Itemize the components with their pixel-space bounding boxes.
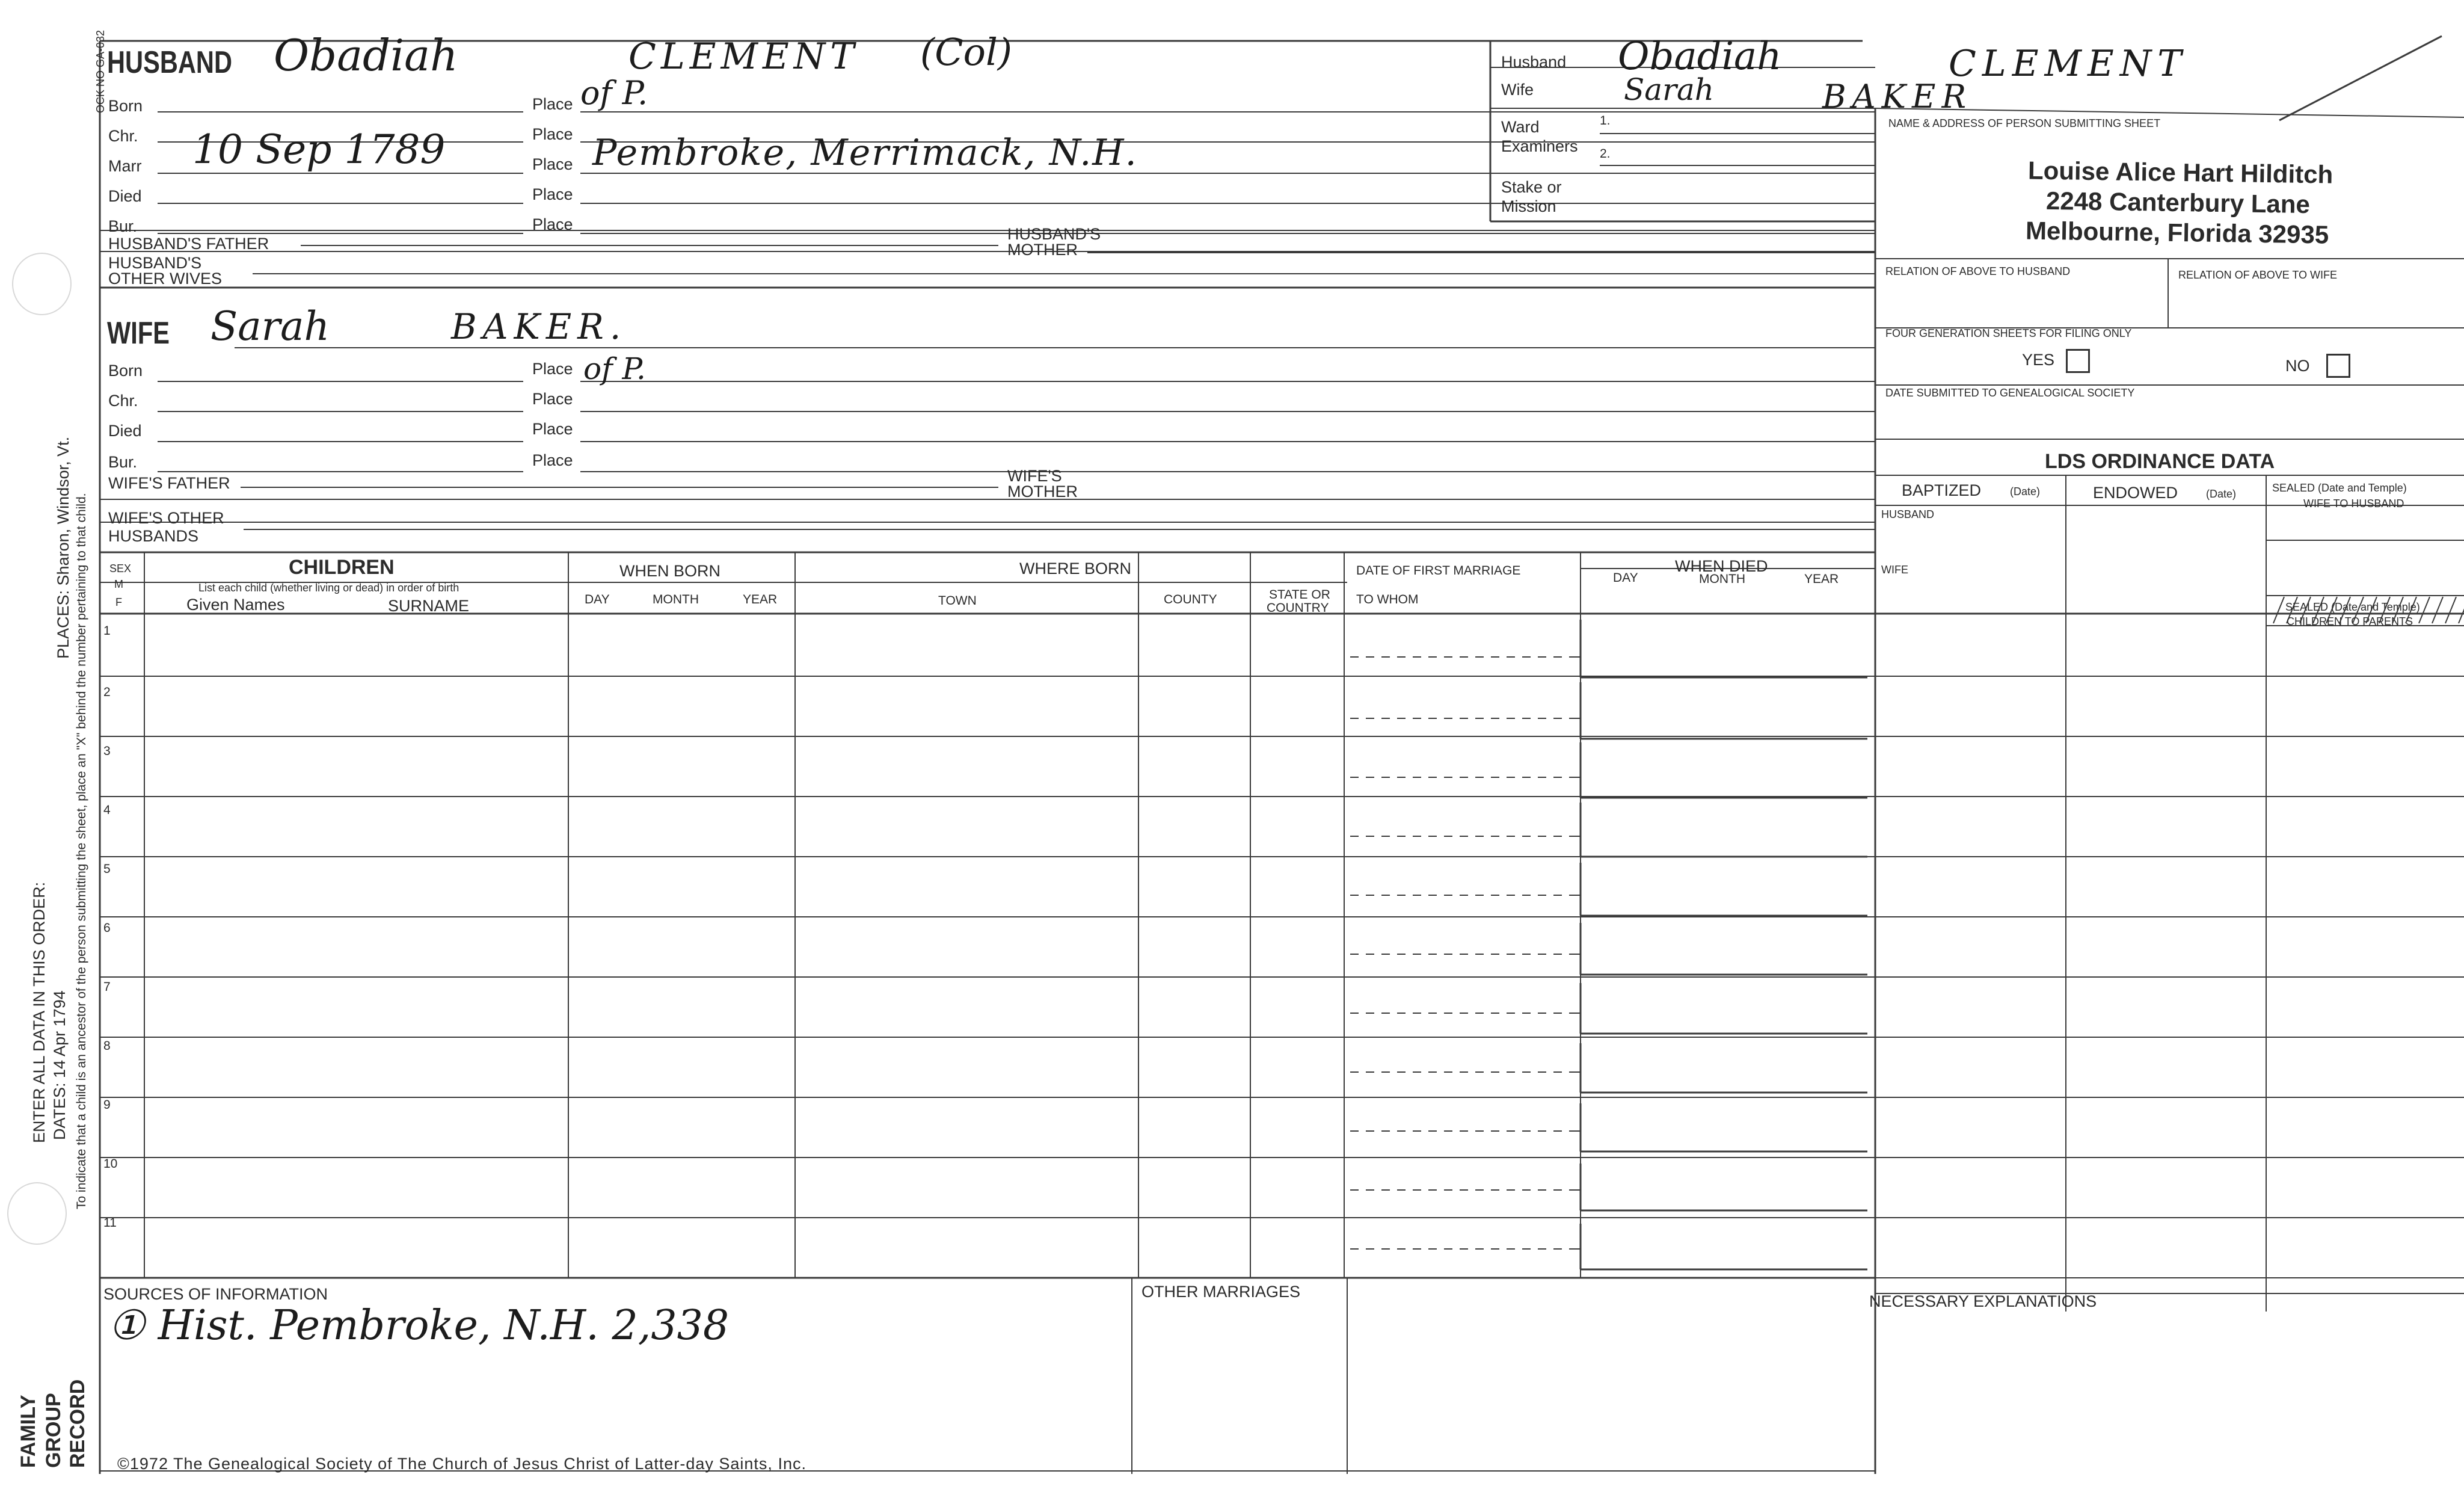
hw-husband-given: Obadiah [1618,34,1782,79]
children-note: List each child (whether living or dead) in order of birth [198,582,459,594]
child-number-1: 1 [103,624,111,638]
title-group: GROUP [42,1393,65,1468]
yes-checkbox[interactable] [2066,349,2090,373]
sex-f-label: F [115,596,122,608]
hatch-line [2459,597,2464,623]
child-number-2: 2 [103,685,111,699]
hatch-line [2432,597,2443,623]
mission-label: Mission [1501,197,1556,215]
to-whom-label: TO WHOM [1356,593,1419,606]
sex-label: SEX [109,563,132,575]
stake-label: Stake or [1501,178,1562,196]
born-month-label: MONTH [653,593,699,606]
child-number-5: 5 [103,862,111,876]
wifes-mother-label-1: WIFE'S [1007,467,1062,485]
died-day-label: DAY [1613,571,1638,585]
title-record: RECORD [66,1379,89,1468]
born-year-label: YEAR [743,593,778,606]
husbands-other-wives-label-1: HUSBAND'S [108,254,202,272]
wifes-mother-label-2: MOTHER [1007,482,1078,501]
relation-husband-label: RELATION OF ABOVE TO HUSBAND [1885,265,2071,277]
examiner-1-label: 1. [1600,114,1611,128]
sex-m-label: M [114,578,123,590]
form-code: OCK NO GA-032 [94,29,106,113]
endowed-date-label: (Date) [2206,488,2237,500]
born-day-label: DAY [585,593,610,606]
sealed-wife-label-1: SEALED (Date and Temple) [2272,482,2407,494]
state-label-2: COUNTRY [1267,601,1329,615]
submitter-street: 2248 Canterbury Lane [2045,186,2311,219]
lds-wife-label: WIFE [1881,564,1908,576]
ward-label: Ward [1501,118,1540,136]
dates-example: DATES: 14 Apr 1794 [51,990,69,1140]
husband-place-label-3: Place [532,155,573,173]
sealed-children-label-2: CHILDREN TO PARENTS [2287,615,2413,627]
hw-wife-surname: BAKER [1822,78,1973,116]
sealed-children-label-1: SEALED (Date and Temple) [2285,601,2420,613]
husband-born-label: Born [108,97,143,115]
copyright-notice: ©1972 The Genealogical Society of The Church of Jesus Christ of Latter-day Saints, Inc. [117,1455,806,1473]
diagonal-stroke [2279,36,2442,120]
wife-place-label-2: Place [532,390,573,408]
child-number-7: 7 [103,980,111,994]
enter-data-instruction: ENTER ALL DATA IN THIS ORDER: [30,881,48,1143]
child-number-9: 9 [103,1098,111,1112]
wife-born-place: of P. [583,351,646,386]
examiner-2-label: 2. [1600,147,1611,161]
other-marriages-label: OTHER MARRIAGES [1141,1283,1301,1301]
necessary-explanations-label: NECESSARY EXPLANATIONS [1869,1292,2097,1310]
lds-ordinance-heading: LDS ORDINANCE DATA [2045,450,2275,473]
county-label: COUNTY [1164,593,1217,606]
wife-surname: BAKER. [451,306,627,347]
baptized-label: BAPTIZED [1902,481,1982,499]
lds-husband-label: HUSBAND [1881,508,1935,520]
title-family: FAMILY [17,1395,40,1468]
children-heading: CHILDREN [289,556,395,579]
husband-surname: CLEMENT [628,35,859,78]
child-number-10: 10 [103,1157,118,1171]
husband-given-name: Obadiah [274,30,458,81]
marriage-place: Pembroke, Merrimack, N.H. [592,132,1138,174]
name-address-label: NAME & ADDRESS OF PERSON SUBMITTING SHEET [1888,117,2161,129]
given-names-label: Given Names [186,596,285,614]
sealed-wife-label-2: WIFE TO HUSBAND [2303,498,2404,510]
husband-born-place: of P. [580,74,648,112]
hatch-line [2445,597,2456,623]
surname-label: SURNAME [388,597,470,615]
wifes-other-husbands-label-2: HUSBANDS [108,527,199,545]
child-number-11: 11 [103,1216,117,1230]
relation-wife-label: RELATION OF ABOVE TO WIFE [2178,269,2338,281]
wife-place-label-3: Place [532,420,573,438]
husband-place-label-4: Place [532,185,573,203]
died-year-label: YEAR [1804,572,1839,586]
no-checkbox[interactable] [2326,354,2350,378]
four-generation-label: FOUR GENERATION SHEETS FOR FILING ONLY [1885,327,2132,339]
child-number-8: 8 [103,1039,111,1053]
submitter-city: Melbourne, Florida 32935 [2025,216,2329,249]
wifes-other-husbands-label-1: WIFE'S OTHER [108,509,224,527]
wife-place-label-1: Place [532,360,573,378]
husband-chr-label: Chr. [108,127,138,145]
sources-label: SOURCES OF INFORMATION [103,1285,328,1303]
husband-place-label-2: Place [532,125,573,143]
husband-died-label: Died [108,187,142,205]
punch-hole-2 [7,1182,67,1245]
husband-note: (Col) [920,30,1012,74]
husbands-mother-label-2: MOTHER [1007,241,1078,259]
hw-husband-surname: CLEMENT [1949,43,2188,85]
wife-born-label: Born [108,362,143,380]
first-marriage-label: DATE OF FIRST MARRIAGE [1356,564,1521,578]
date-submitted-label: DATE SUBMITTED TO GENEALOGICAL SOCIETY [1885,387,2135,399]
source-citation: ① Hist. Pembroke, N.H. 2,338 [108,1302,730,1349]
husband-place-label-5: Place [532,215,573,233]
husband-marr-label: Marr [108,157,142,175]
child-number-6: 6 [103,921,111,935]
husbands-father-label: HUSBAND'S FATHER [108,235,269,253]
hw-wife-label: Wife [1501,81,1534,99]
baptized-date-label: (Date) [2010,486,2041,498]
husband-place-label-1: Place [532,95,573,113]
state-label-1: STATE OR [1269,588,1330,602]
husbands-other-wives-label-2: OTHER WIVES [108,270,223,288]
wife-heading: WIFE [107,316,170,351]
husbands-mother-label-1: HUSBAND'S [1007,225,1101,243]
yes-label: YES [2022,351,2055,369]
examiners-label: Examiners [1501,137,1578,155]
died-month-label: MONTH [1699,572,1745,586]
when-died-heading: WHEN DIED [1675,557,1768,575]
child-number-3: 3 [103,744,111,758]
marriage-date: 10 Sep 1789 [192,126,446,173]
wifes-father-label: WIFE'S FATHER [108,474,230,492]
wife-died-label: Died [108,422,142,440]
hatch-line [2273,597,2284,623]
ancestor-instruction: To indicate that a child is an ancestor of the person submitting the sheet, place an "X" behind the number pertaining to that child. [75,493,88,1209]
submitter-name: Louise Alice Hart Hilditch [2027,156,2333,189]
husband-bur-label: Bur. [108,217,138,235]
where-born-heading: WHERE BORN [1019,560,1132,578]
hw-husband-label: Husband [1501,53,1567,71]
no-label: NO [2285,357,2310,375]
child-number-4: 4 [103,803,111,817]
endowed-label: ENDOWED [2093,484,2178,502]
husband-heading: HUSBAND [107,45,232,80]
places-example: PLACES: Sharon, Windsor, Vt. [54,436,72,659]
when-born-heading: WHEN BORN [619,562,720,580]
wife-bur-label: Bur. [108,453,138,471]
hatch-line [2419,597,2430,623]
wife-place-label-4: Place [532,451,573,469]
town-label: TOWN [938,594,977,608]
wife-given-name: Sarah [210,303,330,350]
hw-wife-given: Sarah [1624,72,1714,107]
wife-chr-label: Chr. [108,392,138,410]
punch-hole-1 [12,253,72,315]
